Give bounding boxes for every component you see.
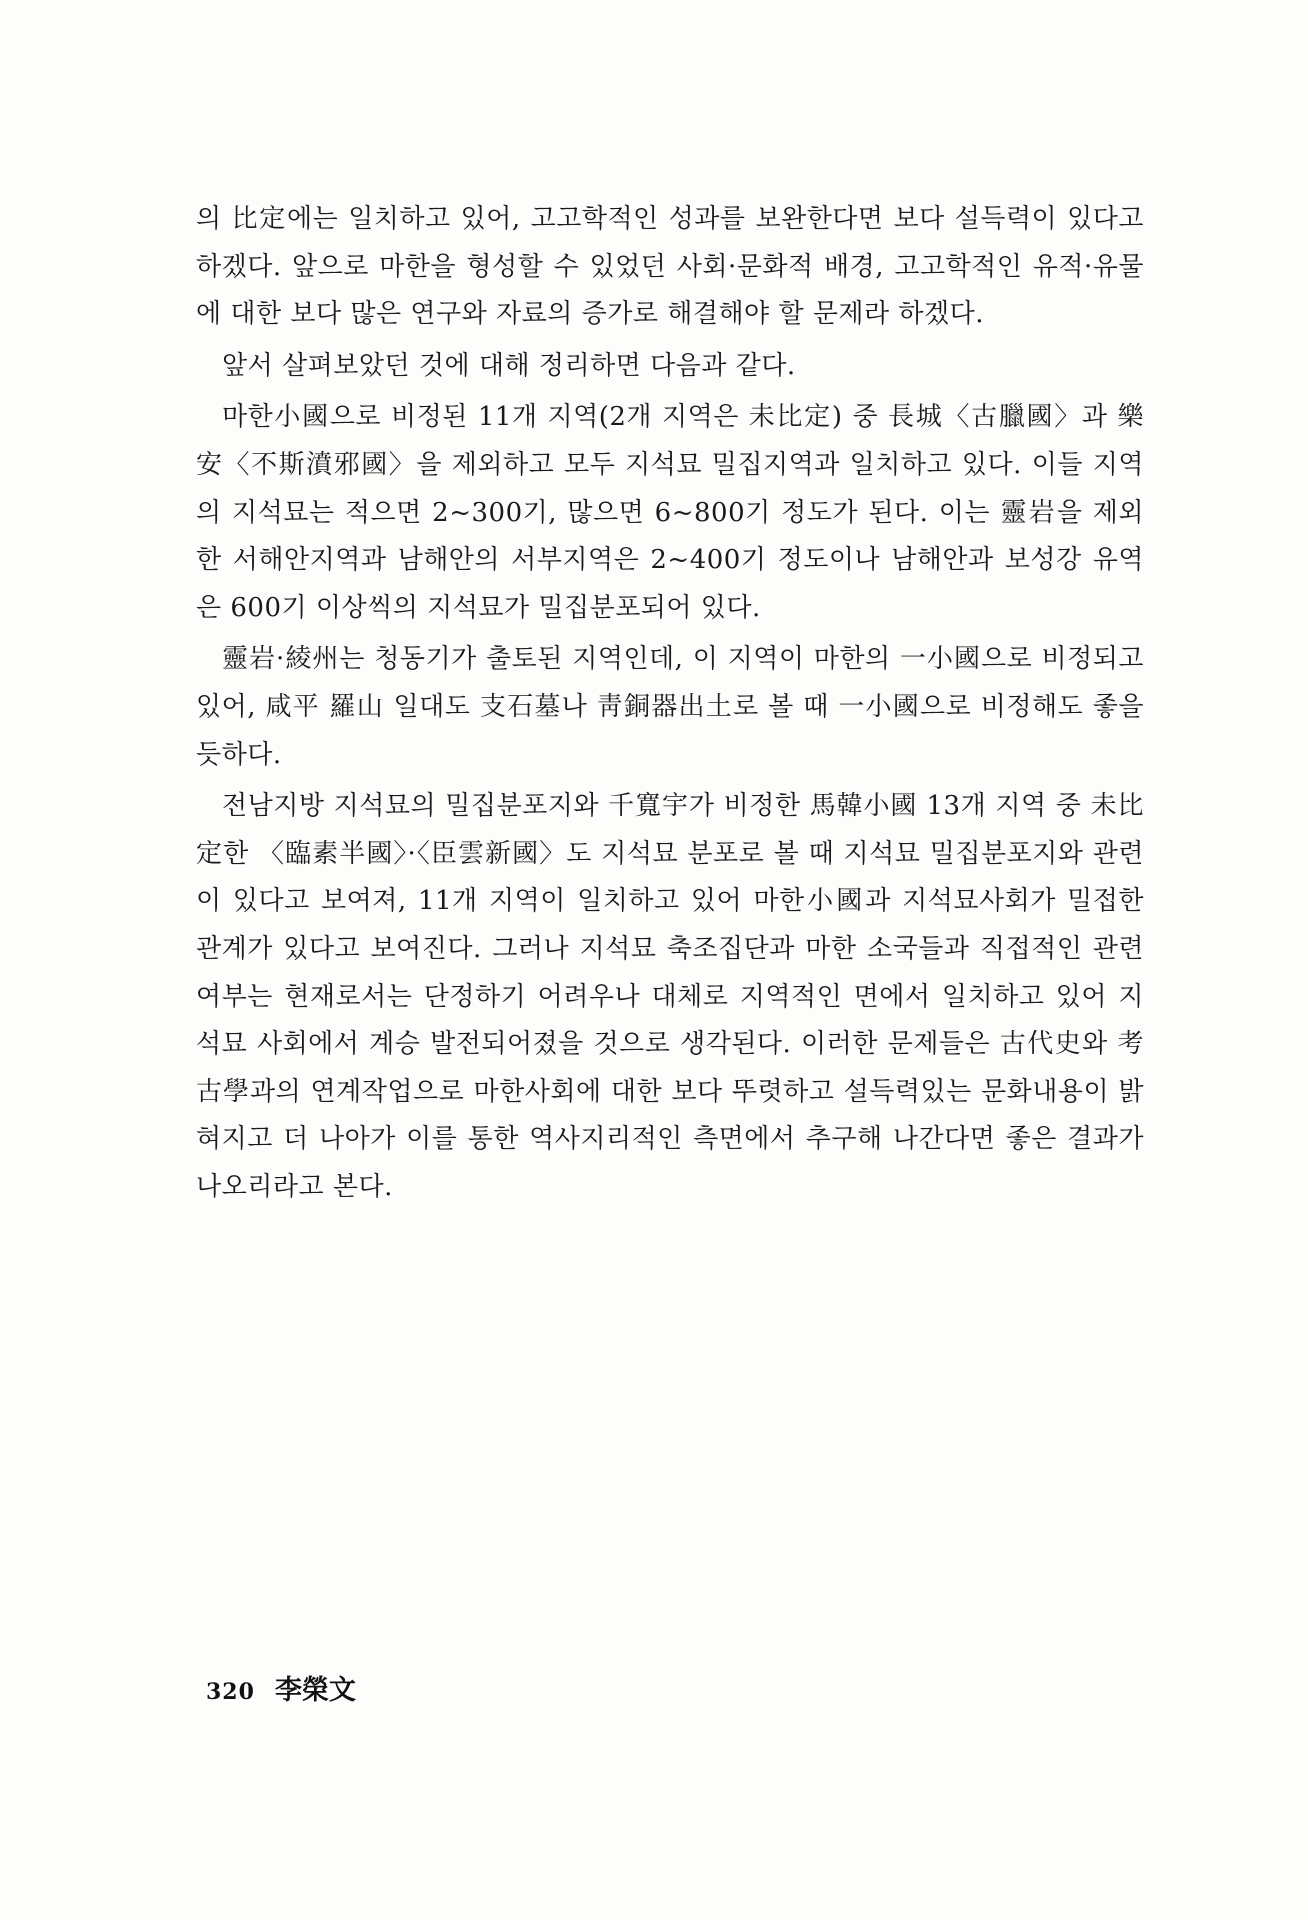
author-name: 李榮文 (274, 1675, 356, 1706)
body-text (196, 196, 1144, 1211)
paragraph-3: 마한小國으로 비정된 11개 지역(2개 지역은 未比定) 중 長城〈古臘國〉과 樂安〈不斯濆邪國〉을 제외하고 모두 지석묘 밀집지역과 일치하고 있다. 이들 지역의 지석묘는 적으면 2~300기, 많으면 6~800기 정도가 된다. 이는 靈岩을 제외한 서해안지역과 남해안의 서부지역은 2~400기 정도이나 남해안과 보성강 유역은 600기 이상씩의 지석묘가 밀집분포되어 있다. (196, 402, 1144, 623)
paragraph-1: 의 比定에는 일치하고 있어, 고고학적인 성과를 보완한다면 보다 설득력이 있다고 하겠다. 앞으로 마한을 형성할 수 있었던 사회·문화적 배경, 고고학적인 유적·유물에 대한 보다 많은 연구와 자료의 증가로 해결해야 할 문제라 하겠다. (196, 204, 1144, 330)
page-number: 320 (206, 1679, 255, 1705)
paragraph-2: 앞서 살펴보았던 것에 대해 정리하면 다음과 같다. (222, 350, 796, 381)
page-footer (206, 1668, 356, 1707)
paragraph-4: 靈岩·綾州는 청동기가 출토된 지역인데, 이 지역이 마한의 一小國으로 비정되고 있어, 咸平 羅山 일대도 支石墓나 靑銅器出土로 볼 때 一小國으로 비정해도 좋을 듯하다. (196, 644, 1144, 770)
paragraph-5: 전남지방 지석묘의 밀집분포지와 千寬宇가 비정한 馬韓小國 13개 지역 중 未比定한 〈臨素半國〉·〈臣雲新國〉도 지석묘 분포로 볼 때 지석묘 밀집분포지와 관련이 있다고 보여져, 11개 지역이 일치하고 있어 마한小國과 지석묘사회가 밀접한 관계가 있다고 보여진다. 그러나 지석묘 축조집단과 마한 소국들과 직접적인 관련 여부는 현재로서는 단정하기 어려우나 대체로 지역적인 면에서 일치하고 있어 지석묘 사회에서 계승 발전되어졌을 것으로 생각된다. 이러한 문제들은 古代史와 考古學과의 연계작업으로 마한사회에 대한 보다 뚜렷하고 설득력있는 문화내용이 밝혀지고 더 나아가 이를 통한 역사지리적인 측면에서 추구해 나간다면 좋은 결과가 나오리라고 본다. (196, 791, 1144, 1202)
